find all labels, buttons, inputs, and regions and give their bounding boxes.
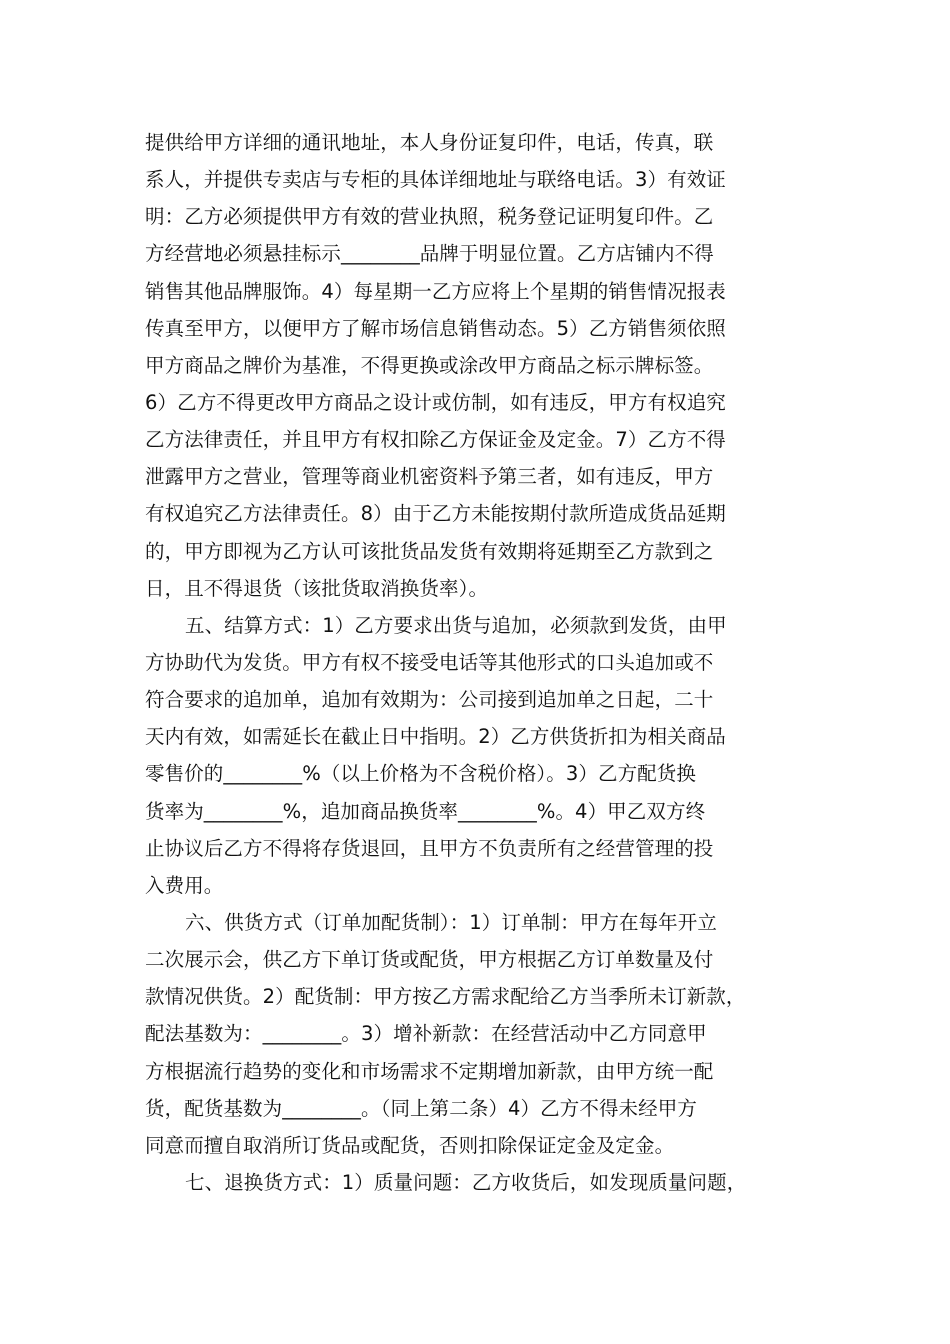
text-line: 零售价的________%（以上价格为不含税价格）。3）乙方配货换: [145, 762, 696, 786]
text-line: 甲方商品之牌价为基准，不得更换或涂改甲方商品之标示牌标签。: [145, 353, 714, 377]
text-line: 方协助代为发货。甲方有权不接受电话等其他形式的口头追加或不: [145, 650, 714, 674]
contract-body: [145, 124, 815, 1201]
text-line: 提供给甲方详细的通讯地址，本人身份证复印件，电话，传真，联: [145, 131, 714, 154]
text-line: 止协议后乙方不得将存货退回，且甲方不负责所有之经营管理的投: [145, 836, 714, 860]
text-line: 二次展示会，供乙方下单订货或配货，甲方根据乙方订单数量及付: [145, 948, 714, 972]
text-line: 明：乙方必须提供甲方有效的营业执照，税务登记证明复印件。乙: [145, 205, 714, 229]
text-line: 符合要求的追加单，追加有效期为：公司接到追加单之日起，二十: [145, 688, 714, 712]
text-line: 有权追究乙方法律责任。8）由于乙方未能按期付款所造成货品延期: [145, 502, 726, 526]
text-line: 6）乙方不得更改甲方商品之设计或仿制，如有违反，甲方有权追究: [145, 390, 726, 414]
text-line: 配法基数为：________。3）增补新款：在经营活动中乙方同意甲: [145, 1022, 707, 1046]
text-line: 泄露甲方之营业，管理等商业机密资料予第三者，如有违反，甲方: [145, 465, 714, 489]
text-line: 销售其他品牌服饰。4）每星期一乙方应将上个星期的销售情况报表: [145, 279, 726, 303]
section-six-heading-line: 六、供货方式（订单加配货制）：1）订单制：甲方在每年开立: [185, 910, 717, 934]
text-line: 货，配货基数为________。（同上第二条）4）乙方不得未经甲方: [145, 1096, 697, 1120]
text-line: 日，且不得退货（该批货取消换货率）。: [145, 576, 489, 600]
text-line: 的，甲方即视为乙方认可该批货品发货有效期将延期至乙方款到之: [145, 539, 714, 563]
text-line: 货率为________%，追加商品换货率________%。4）甲乙双方终: [145, 799, 706, 823]
text-line: 乙方法律责任，并且甲方有权扣除乙方保证金及定金。7）乙方不得: [145, 428, 726, 452]
text-line: 传真至甲方，以便甲方了解市场信息销售动态。5）乙方销售须依照: [145, 316, 726, 340]
text-line: 方经营地必须悬挂标示________品牌于明显位置。乙方店铺内不得: [145, 242, 714, 266]
text-line: 方根据流行趋势的变化和市场需求不定期增加新款，由甲方统一配: [145, 1059, 714, 1083]
text-line: 同意而擅自取消所订货品或配货，否则扣除保证定金及定金。: [145, 1133, 675, 1157]
text-line: 天内有效，如需延长在截止日中指明。2）乙方供货折扣为相关商品: [145, 725, 726, 749]
text-line: 系人，并提供专卖店与专柜的具体详细地址与联络电话。3）有效证: [145, 168, 726, 192]
text-line: 入费用。: [145, 873, 224, 897]
section-five-heading-line: 五、结算方式：1）乙方要求出货与追加，必须款到发货，由甲: [185, 613, 727, 637]
text-line: 款情况供货。2）配货制：甲方按乙方需求配给乙方当季所未订新款，: [145, 985, 746, 1009]
section-seven-heading-line: 七、退换货方式：1）质量问题：乙方收货后，如发现质量问题，: [185, 1170, 747, 1194]
